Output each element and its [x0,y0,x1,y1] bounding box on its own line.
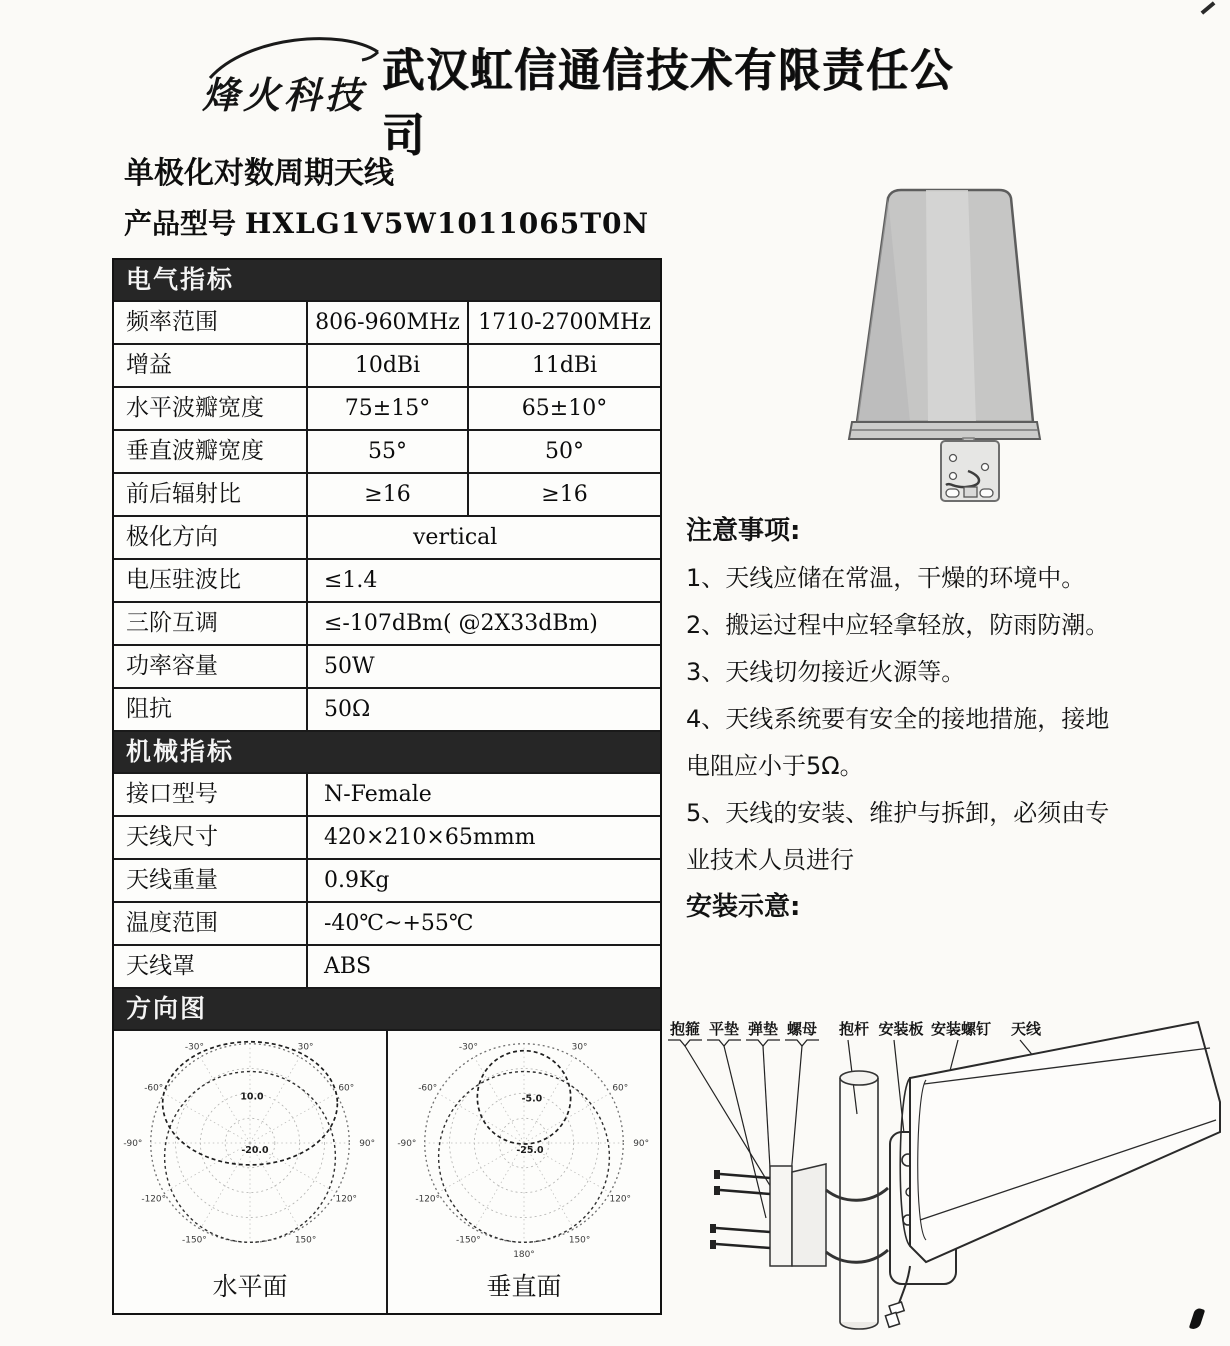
row-label: 天线尺寸 [114,817,308,858]
svg-text:-60°: -60° [418,1083,438,1094]
svg-text:120°: 120° [335,1194,358,1205]
company-logo [192,26,392,130]
svg-text:-120°: -120° [415,1194,441,1205]
row-label: 功率容量 [114,646,308,687]
svg-text:150°: 150° [294,1235,317,1246]
scan-artifact [1201,1,1216,14]
vertical-pattern-chart [388,1031,660,1261]
row-value-1: 55° [308,431,469,472]
row-value: ≤-107dBm( @2X33dBm) [324,611,598,636]
svg-text:150°: 150° [568,1235,591,1246]
bolt [716,1244,770,1248]
row-label: 温度范围 [114,903,308,944]
svg-text:-60°: -60° [144,1083,164,1094]
svg-text:-30°: -30° [184,1042,204,1053]
row-label: 增益 [114,345,308,386]
vertical-pattern-cell [388,1031,660,1313]
model-line [124,202,649,242]
logo-text: 烽火科技 [202,73,366,117]
svg-text:120°: 120° [609,1194,632,1205]
svg-text:180°: 180° [513,1250,535,1261]
label-flat-washer: 平垫 [708,1020,740,1038]
row-value: 50Ω [324,697,371,722]
note-item: 5、天线的安装、维护与拆卸，必须由专业技术人员进行 [686,799,1110,874]
table-row [114,644,660,687]
notes-header: 注意事项: [686,516,801,546]
note-item: 4、天线系统要有安全的接地措施，接地电阻应小于5Ω。 [686,705,1110,780]
bracket-slot [946,489,959,497]
row-label: 阻抗 [114,689,308,730]
row-value: 50W [324,654,375,679]
mechanical-section-header: 机械指标 [114,730,660,772]
antenna-wedge [910,1022,1220,1262]
horizontal-pattern-caption: 水平面 [212,1272,288,1301]
row-value-2: ≥16 [541,482,588,507]
svg-text:-90°: -90° [123,1139,143,1149]
svg-text:-5.0: -5.0 [521,1093,543,1105]
label-pole: 抱杆 [838,1020,870,1038]
svg-text:90°: 90° [359,1139,376,1149]
table-row [114,429,660,472]
svg-text:-150°: -150° [182,1235,207,1246]
row-value-1: ≥16 [308,474,469,515]
spec-table [112,258,662,1315]
bracket-hole [982,464,989,471]
note-item: 2、搬运过程中应轻拿轻放，防雨防潮。 [686,611,1110,639]
horizontal-pattern-chart [114,1031,386,1261]
table-row [114,472,660,515]
label-nut: 螺母 [786,1020,818,1038]
antenna-highlight [926,190,976,422]
svg-text:-90°: -90° [397,1139,417,1149]
row-label: 垂直波瓣宽度 [114,431,308,472]
table-row [114,858,660,901]
pattern-plots [114,1029,660,1313]
page-title: 单极化对数周期天线 [124,156,394,191]
table-row [114,772,660,815]
row-value: 420×210×65mmm [324,825,536,850]
bracket-hole [950,455,957,462]
row-value-1: 806-960MHz [308,302,469,343]
table-row [114,944,660,987]
bracket-hole [950,473,957,480]
svg-text:-120°: -120° [141,1194,167,1205]
row-label: 频率范围 [114,302,308,343]
row-label: 前后辐射比 [114,474,308,515]
model-label: 产品型号 [124,207,237,240]
model-value: HXLG1V5W1011065T0N [244,207,650,240]
antenna-product-drawing [822,186,1094,508]
svg-text:-30°: -30° [458,1042,478,1053]
row-label: 天线罩 [114,946,308,987]
clamp-bracket [770,1166,792,1266]
company-name: 武汉虹信通信技术有限责任公司 [382,43,955,162]
row-label: 接口型号 [114,774,308,815]
label-mounting-screw: 安装螺钉 [930,1020,992,1038]
install-header: 安装示意: [686,892,801,922]
row-value-1: 10dBi [308,345,469,386]
svg-text:60°: 60° [612,1083,629,1094]
note-item: 1、天线应储在常温，干燥的环境中。 [686,564,1086,592]
label-mounting-plate: 安装板 [878,1020,924,1038]
bolt [716,1228,770,1232]
row-label: 极化方向 [114,517,308,558]
bolt [720,1190,770,1194]
row-value-2: 65±10° [521,396,608,421]
note-item: 3、天线切勿接近火源等。 [686,658,966,686]
row-label: 三阶互调 [114,603,308,644]
svg-text:-150°: -150° [456,1235,481,1246]
svg-text:90°: 90° [633,1139,650,1149]
table-row [114,815,660,858]
row-value: ≤1.4 [324,568,378,593]
svg-text:-25.0: -25.0 [516,1144,544,1156]
row-value: -40℃~+55℃ [324,911,474,936]
row-value: 0.9Kg [324,868,390,893]
svg-text:60°: 60° [338,1083,355,1094]
table-row [114,343,660,386]
bracket-slot [980,489,993,497]
horizontal-pattern-cell [114,1031,388,1313]
row-value: ABS [324,954,372,979]
label-spring-washer: 弹垫 [747,1020,779,1038]
electrical-section-header: 电气指标 [114,260,660,300]
label-antenna: 天线 [1010,1020,1042,1038]
row-value: vertical [413,525,498,550]
row-label: 电压驻波比 [114,560,308,601]
row-label: 水平波瓣宽度 [114,388,308,429]
row-value-2: 1710-2700MHz [478,310,651,335]
table-row [114,300,660,343]
table-row [114,386,660,429]
table-row [114,901,660,944]
row-label: 天线重量 [114,860,308,901]
svg-text:10.0: 10.0 [240,1091,264,1103]
svg-text:30°: 30° [297,1042,314,1053]
pole-top [840,1071,878,1085]
label-clamp: 抱箍 [669,1020,701,1038]
row-value-2: 50° [545,439,584,464]
table-row [114,515,660,558]
svg-text:-20.0: -20.0 [241,1144,269,1156]
installation-diagram [658,1014,1230,1346]
row-value-1: 75±15° [308,388,469,429]
row-value: N-Female [324,782,432,807]
connector [964,487,977,497]
notes-section [686,508,1126,931]
table-row [114,601,660,644]
table-row [114,558,660,601]
table-row [114,687,660,730]
row-value-2: 11dBi [531,353,598,378]
pattern-section-header: 方向图 [114,987,660,1029]
vertical-pattern-caption: 垂直面 [486,1272,562,1301]
bolt [720,1174,770,1178]
svg-text:30°: 30° [571,1042,588,1053]
